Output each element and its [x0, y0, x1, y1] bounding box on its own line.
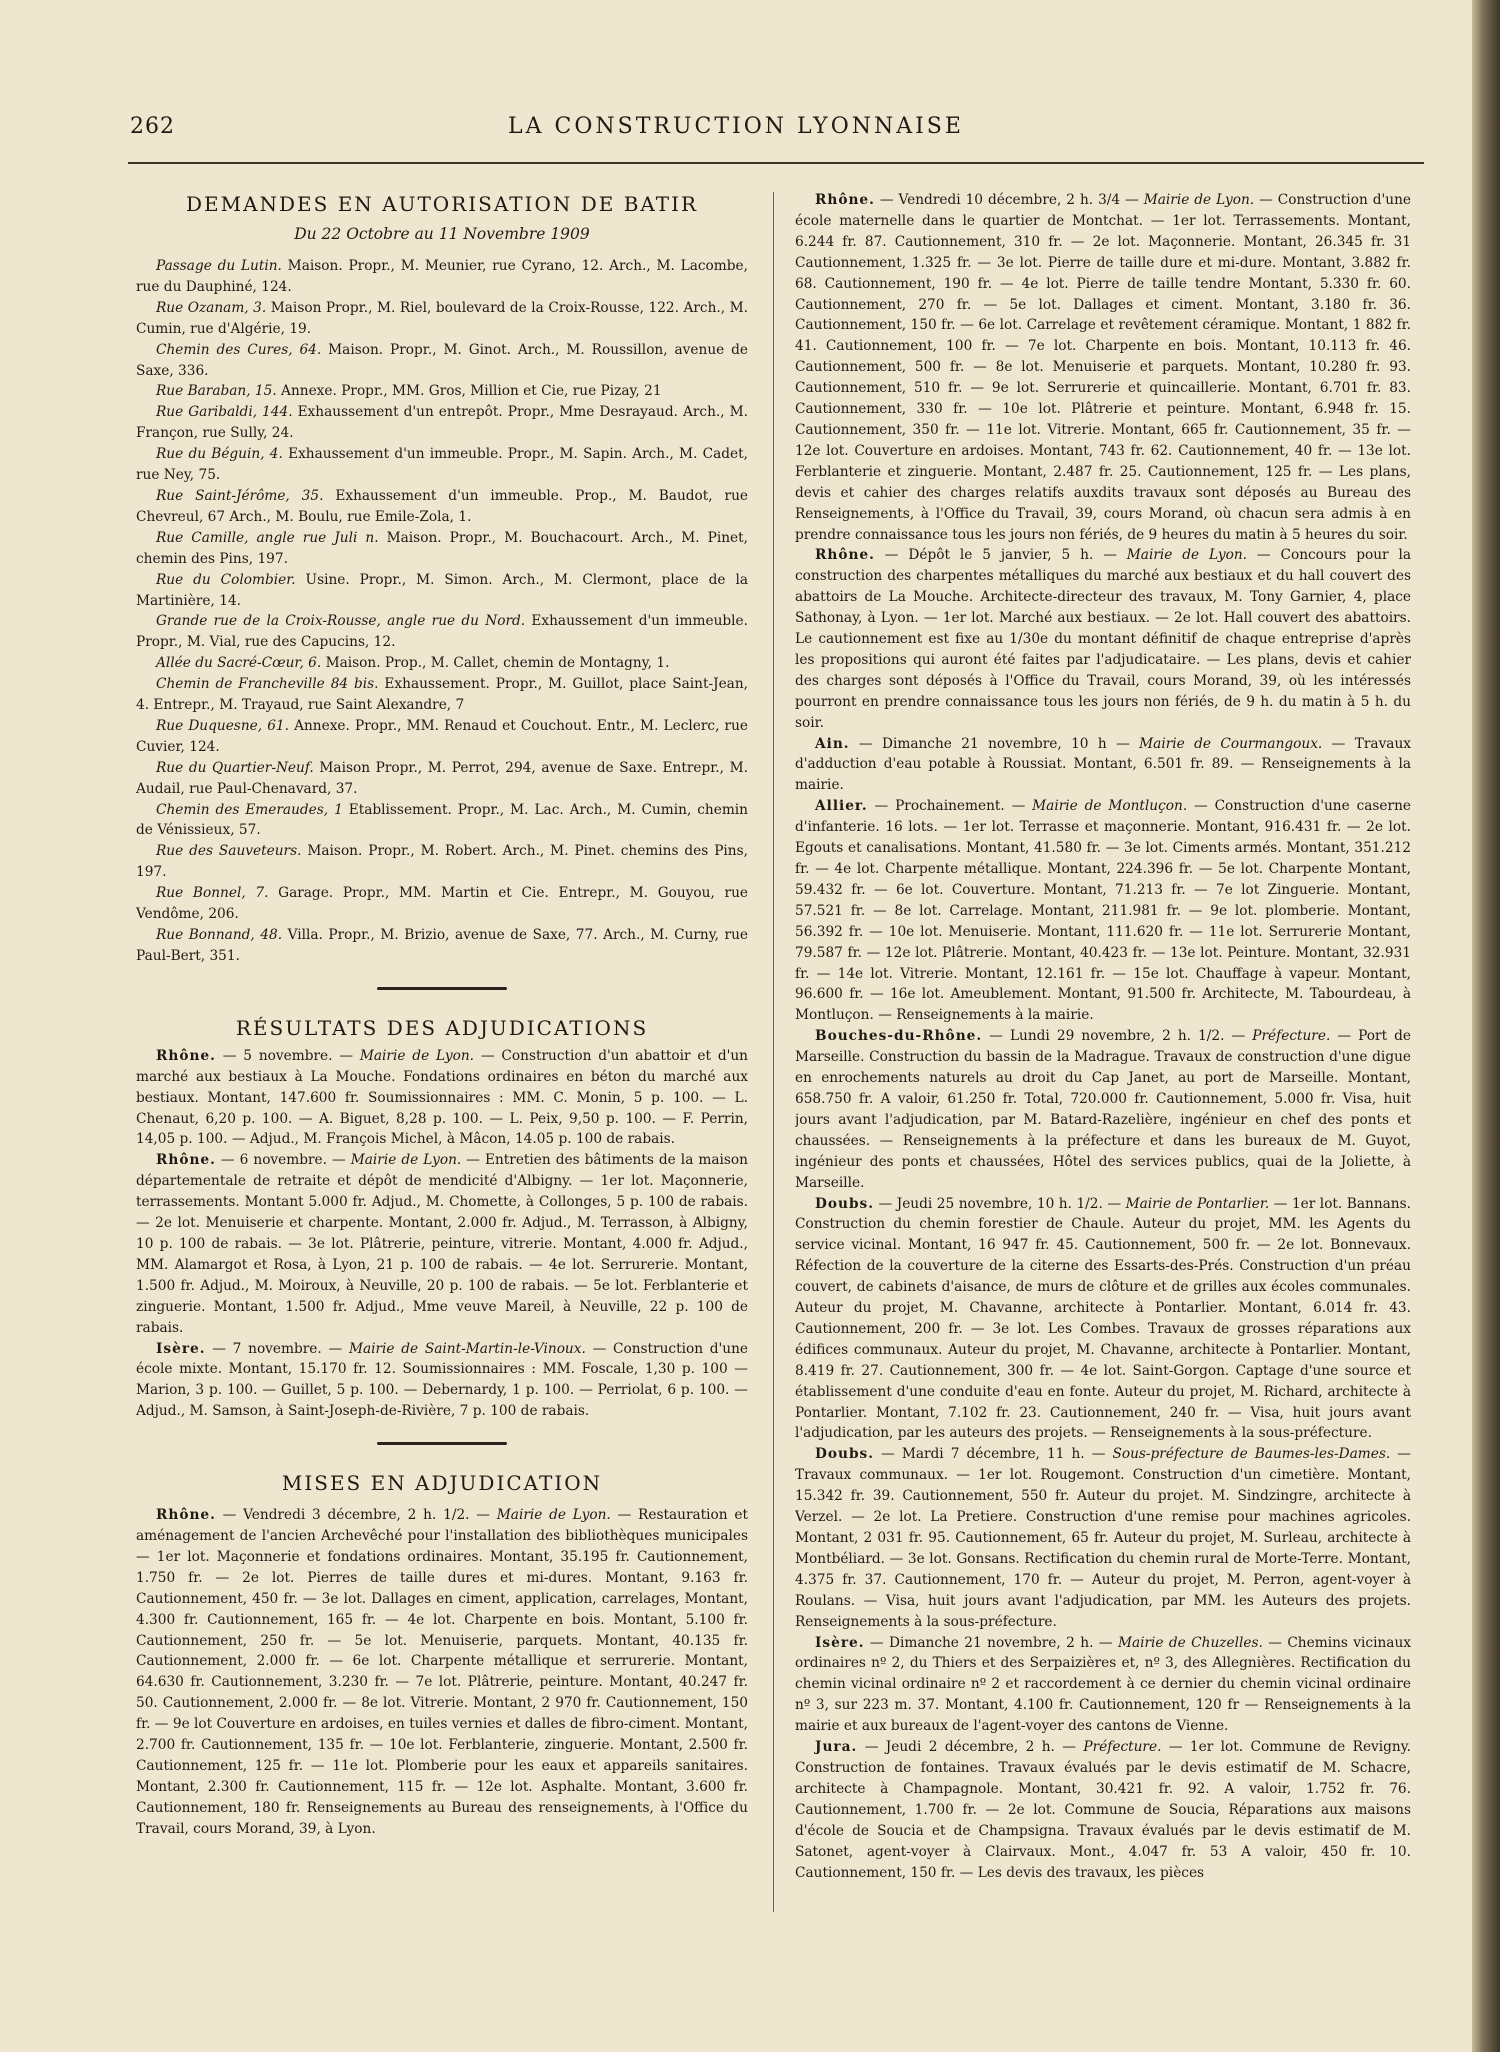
permit-details: Maison. Propr., M. Meunier, rue Cyrano, 12. Arch., M. Lacombe, rue du Dauphiné, 124.: [136, 258, 748, 295]
result-entry: [136, 1339, 748, 1423]
department-name: Bouches-du-Rhône.: [815, 1028, 983, 1045]
entry-details: — Concours pour la construction des charpentes métalliques du marché aux bestiaux et du hall couvert des abattoirs de La Mouche. Architecte-directeur des travaux, M. Tony Garnier, 4, place Sathonay, à Lyon. — 1er lot. Marché aux bestiaux. — 2e lot. Hall couvert des abattoirs. Le cautionnement est fixe au 1/30e du montant définitif de chaque entreprise d'après les propositions qui auront été faites par l'adjudicataire. — Les plans, devis et cahier des charges sont déposés à l'Office du Travail, cours Morand, 39, où les intéressés pourront en prendre connaissance tous les jours non fériés, de 9 h. du matin à 5 h. du soir.: [795, 547, 1411, 731]
department-name: Rhône.: [815, 192, 875, 208]
entry-place: Mairie de Chuzelles.: [1117, 1634, 1263, 1651]
department-name: Rhône.: [156, 1507, 216, 1524]
street-name: Rue Garibaldi, 144.: [156, 404, 293, 421]
demandes-list: [136, 256, 748, 967]
right-column: [795, 190, 1411, 1905]
tender-entry: [795, 545, 1411, 733]
department-name: Ain.: [815, 735, 850, 752]
entry-details: — Construction d'une école mixte. Montant, 15.170 fr. 12. Soumissionnaires : MM. Foscale, 1,30 p. 100 — Marion, 3 p. 100. — Guillet, 5 p. 100. — Debernardy, 1 p. 100. — Perriolat, 6 p. 100. — Adjud., M. Samson, à Saint-Joseph-de-Rivière, 7 p. 100 de rabais.: [136, 1340, 748, 1420]
entry-date: — 7 novembre. —: [205, 1340, 349, 1357]
entry-date: — Jeudi 2 décembre, 2 h. —: [857, 1739, 1084, 1756]
demandes-title: DEMANDES EN AUTORISATION DE BATIR: [185, 192, 699, 216]
permit-details: Usine. Propr., M. Simon. Arch., M. Clermont, place de la Martinière, 14.: [136, 571, 748, 609]
page-edge: [1472, 0, 1500, 2052]
street-name: Rue Bonnand, 48.: [156, 927, 283, 943]
demandes-subtitle: Du 22 Octobre au 11 Novembre 1909: [294, 225, 590, 243]
street-name: Rue du Béguin, 4.: [156, 446, 283, 463]
entry-details: — Construction d'un abattoir et d'un marché aux bestiaux à La Mouche. Fondations ordinaires en béton du marché aux bestiaux. Montant, 147.600 fr. Soumissionnaires : MM. C. Monin, 5 p. 100. — L. Chenaut, 6,20 p. 100. — A. Biguet, 8,28 p. 100. — L. Peix, 9,50 p. 100. — F. Perrin, 14,05 p. 100. — Adjud., M. François Michel, à Mâcon, 14.05 p. 100 de rabais.: [136, 1047, 748, 1148]
entry-date: — Mardi 7 décembre, 11 h. —: [874, 1446, 1113, 1463]
street-name: Rue Ozanam, 3.: [156, 299, 267, 316]
permit-details: Villa. Propr., M. Brizio, avenue de Saxe, 77. Arch., M. Curny, rue Paul-Bert, 351.: [136, 927, 748, 964]
entry-place: Mairie de Lyon.: [1143, 192, 1255, 208]
left-column: [136, 190, 748, 1915]
entry-date: — 5 novembre. —: [215, 1047, 360, 1064]
resultats-title: RÉSULTATS DES ADJUDICATIONS: [235, 1015, 649, 1040]
permit-entry: [136, 841, 748, 883]
entry-place: Sous-préfecture de Baumes-les-Dames.: [1112, 1446, 1391, 1463]
entry-date: — Prochainement. —: [867, 798, 1033, 815]
permit-details: Exhaussement. Propr., M. Guillot, place Saint-Jean, 4. Entrepr., M. Trayaud, rue Saint Alexandre, 7: [136, 676, 748, 714]
section-separator: [377, 987, 507, 990]
permit-details: Maison. Prop., M. Callet, chemin de Montagny, 1.: [321, 655, 670, 672]
mises-list-left: [136, 1505, 748, 1840]
permit-entry: [136, 883, 748, 925]
street-name: Rue Duquesne, 61.: [156, 717, 289, 734]
entry-place: Mairie de Lyon.: [350, 1152, 462, 1169]
department-name: Allier.: [815, 798, 868, 815]
department-name: Rhône.: [815, 547, 875, 564]
street-name: Rue Baraban, 15.: [156, 383, 277, 400]
mises-list-right: [795, 190, 1411, 1883]
department-name: Doubs.: [815, 1195, 874, 1212]
entry-place: Mairie de Saint-Martin-le-Vinoux.: [348, 1340, 586, 1357]
tender-entry: [136, 1505, 748, 1840]
entry-details: — 1er lot. Commune de Revigny. Construction de fontaines. Travaux évalués par le devis estimatif de M. Schacre, architecte à Champagnole. Montant, 30.421 fr. 92. A valoir, 1.752 fr. 76. Cautionnement, 1.700 fr. — 2e lot. Commune de Soucia, Réparations aux maisons d'école de Soucia et de Champsigna. Travaux évalués par le devis estimatif de M. Satonet, agent-voyer à Clairvaux. Mont., 4.047 fr. 53 A valoir, 450 fr. 10. Cautionnement, 150 fr. — Les devis des travaux, les pièces: [795, 1739, 1411, 1881]
entry-details: — Construction d'une école maternelle dans le quartier de Montchat. — 1er lot. Terrassements. Montant, 6.244 fr. 87. Cautionnement, 310 fr. — 2e lot. Maçonnerie. Montant, 26.345 fr. 31 Cautionnement, 1.325 fr. — 3e lot. Pierre de taille dure et mi-dure. Montant, 3.882 fr. 68. Cautionnement, 190 fr. — 4e lot. Pierre de taille tendre Montant, 5.330 fr. 60. Cautionnement, 270 fr. — 5e lot. Dallages et ciment. Montant, 3.180 fr. 36. Cautionnement, 150 fr. — 6e lot. Carrelage et revêtement céramique. Montant, 1 882 fr. 41. Cautionnement, 100 fr. — 7e lot. Charpente en bois. Montant, 10.113 fr. 46. Cautionnement, 500 fr. — 8e lot. Menuiserie et parquets. Montant, 10.280 fr. 93. Cautionnement, 510 fr. — 9e lot. Serrurerie et quincaillerie. Montant, 6.701 fr. 83. Cautionnement, 330 fr. — 10e lot. Plâtrerie et peinture. Montant, 6.948 fr. 15. Cautionnement, 350 fr. — 11e lot. Vitrerie. Montant, 665 fr. Cautionnement, 35 fr. — 12e lot. Couverture en ardoises. Montant, 743 fr. 62. Cautionnement, 40 fr. — 13e lot. Ferblanterie et zinguerie. Montant, 2.487 fr. 25. Cautionnement, 125 fr. — Les plans, devis et cahier des charges relatifs auxdits travaux sont déposés au Bureau des Renseignements, à l'Office du Travail, 39, cours Morand, où chacun sera admis à en prendre connaissance tous les jours non fériés, de 9 heures du matin à 5 heures du soir.: [795, 192, 1411, 543]
entry-date: — Jeudi 25 novembre, 10 h. 1/2. —: [874, 1195, 1126, 1212]
permit-entry: [136, 800, 748, 842]
entry-place: Mairie de Montluçon.: [1032, 798, 1188, 815]
result-entry: [136, 1046, 748, 1151]
permit-entry: [136, 444, 748, 486]
street-name: Allée du Sacré-Cœur, 6.: [156, 655, 322, 672]
section-separator: [377, 1442, 507, 1445]
entry-details: — Chemins vicinaux ordinaires nº 2, du Thiers et des Serpaizières et, nº 3, des Allegnières. Rectification du chemin vicinal ordinaire nº 2 et raccordement à ce dernier du chemin vicinal ordinaire nº 3, sur 223 m. 37. Montant, 4.100 fr. Cautionnement, 120 fr — Renseignements à la mairie et aux bureaux de l'agent-voyer des cantons de Vienne.: [795, 1634, 1411, 1735]
permit-entry: [136, 758, 748, 800]
permit-entry: [136, 925, 748, 967]
entry-date: — Dépôt le 5 janvier, 5 h. —: [874, 547, 1127, 564]
permit-details: Maison Propr., M. Perrot, 294, avenue de Saxe. Entrepr., M. Audail, rue Paul-Chenavard, 37.: [136, 759, 748, 797]
permit-details: Exhaussement d'un entrepôt. Propr., Mme Desrayaud. Arch., M. Françon, rue Sully, 24.: [136, 404, 748, 442]
street-name: Passage du Lutin.: [156, 258, 282, 274]
result-entry: [136, 1150, 748, 1338]
tender-entry: [795, 1444, 1411, 1632]
department-name: Isère.: [156, 1340, 206, 1357]
page-number: 262: [130, 114, 175, 139]
entry-details: — Construction d'une caserne d'infanterie. 16 lots. — 1er lot. Terrasse et maçonnerie. Montant, 916.431 fr. — 2e lot. Egouts et canalisations. Montant, 41.580 fr. — 3e lot. Ciments armés. Montant, 351.212 fr. — 4e lot. Charpente métallique. Montant, 224.396 fr. — 5e lot. Charpente Montant, 59.432 fr. — 6e lot. Couverture. Montant, 71.213 fr. — 7e lot Zinguerie. Montant, 57.521 fr. — 8e lot. Carrelage. Montant, 211.981 fr. — 9e lot. plomberie. Montant, 56.392 fr. — 10e lot. Menuiserie. Montant, 111.620 fr. — 11e lot. Serrurerie Montant, 79.587 fr. — 12e lot. Plâtrerie. Montant, 40.423 fr. — 13e lot. Peinture. Montant, 32.931 fr. — 14e lot. Vitrerie. Montant, 12.161 fr. — 15e lot. Chauffage à vapeur. Montant, 96.600 fr. — 16e lot. Ameublement. Montant, 91.500 fr. Architecte, M. Tabourdeau, à Montluçon. — Renseignements à la mairie.: [795, 798, 1411, 1024]
department-name: Rhône.: [156, 1152, 216, 1169]
permit-details: Annexe. Propr., MM. Renaud et Couchout. Entr., M. Leclerc, rue Cuvier, 124.: [136, 717, 748, 755]
entry-date: — 6 novembre. —: [215, 1152, 351, 1169]
permit-entry: [136, 716, 748, 758]
entry-details: — Travaux communaux. — 1er lot. Rougemont. Construction d'un cimetière. Montant, 15.342 fr. 39. Cautionnement, 550 fr. Auteur du projet. M. Sindzingre, architecte à Verzel. — 2e lot. La Pretiere. Construction d'une remise pour machines agricoles. Montant, 2 031 fr. 95. Cautionnement, 65 fr. Auteur du projet, M. Surleau, architecte à Montbéliard. — 3e lot. Gonsans. Rectification du chemin rural de Morte-Terre. Montant, 4.375 fr. 37. Cautionnement, 170 fr. — Auteur du projet, M. Perron, agent-voyer à Roulans. — Visa, huit jours avant l'adjudication, par MM. les Auteurs des projets. Renseignements à la sous-préfecture.: [795, 1446, 1411, 1630]
street-name: Rue du Colombier.: [156, 571, 296, 588]
permit-details: Maison Propr., M. Riel, boulevard de la Croix-Rousse, 122. Arch., M. Cumin, rue d'Algérie, 19.: [136, 299, 748, 337]
street-name: Rue Camille, angle rue Juli n.: [156, 529, 379, 546]
entry-date: — Dimanche 21 novembre, 2 h. —: [864, 1634, 1118, 1651]
resultats-list: [136, 1046, 748, 1422]
street-name: Rue du Quartier-Neuf.: [156, 759, 314, 776]
tender-entry: [795, 190, 1411, 545]
entry-place: Préfecture.: [1083, 1739, 1162, 1756]
department-name: Jura.: [815, 1739, 858, 1756]
permit-entry: [136, 486, 748, 528]
permit-entry: [136, 256, 748, 298]
column-divider: [773, 192, 774, 1912]
entry-place: Mairie de Lyon.: [359, 1047, 475, 1064]
entry-date: — Vendredi 10 décembre, 2 h. 3/4 —: [874, 192, 1144, 208]
tender-entry: [795, 1737, 1411, 1883]
permit-details: Annexe. Propr., MM. Gros, Million et Cie, rue Pizay, 21: [276, 383, 662, 400]
tender-entry: [795, 1026, 1411, 1193]
entry-date: — Lundi 29 novembre, 2 h. 1/2. —: [982, 1028, 1253, 1045]
entry-details: — 1er lot. Bannans. Construction du chemin forestier de Chaule. Auteur du projet, MM. les Agents du service vicinal. Montant, 16 947 fr. 45. Cautionnement, 500 fr. — 2e lot. Bonnevaux. Réfection de la couverture de la citerne des Essarts-des-Prés. Construction d'un préau couvert, de cabinets d'aisance, de murs de clôture et de grilles aux écoles communales. Auteur du projet, M. Chavanne, architecte à Pontarlier. Montant, 6.014 fr. 43. Cautionnement, 200 fr. — 3e lot. Les Combes. Travaux de grosses réparations aux édifices communaux. Auteur du projet, M. Chavanne, architecte à Pontarlier. Montant, 8.419 fr. 27. Cautionnement, 300 fr. — 4e lot. Saint-Gorgon. Captage d'une source et établissement d'une conduite d'eau en fonte. Auteur du projet, M. Richard, architecte à Pontarlier. Montant, 7.102 fr. 23. Cautionnement, 240 fr. — Visa, huit jours avant l'adjudication, par les auteurs des projets. — Renseignements à la sous-préfecture.: [795, 1195, 1411, 1442]
entry-date: — Vendredi 3 décembre, 2 h. 1/2. —: [215, 1507, 497, 1524]
entry-details: — Entretien des bâtiments de la maison départementale de retraite et dépôt de mendicité d'Albigny. — 1er lot. Maçonnerie, terrassements. Montant 5.000 fr. Adjud., M. Chomette, à Collonges, 5 p. 100 de rabais. — 2e lot. Menuiserie et charpente. Montant, 2.000 fr. Adjud., M. Terrasson, à Albigny, 10 p. 100 de rabais. — 3e lot. Plâtrerie, peinture, vitrerie. Montant, 4.000 fr. Adjud., MM. Alamargot et Rosa, à Lyon, 21 p. 100 de rabais. — 4e lot. Serrurerie. Montant, 1.500 fr. Adjud., M. Moiroux, à Neuville, 20 p. 100 de rabais. — 5e lot. Ferblanterie et zinguerie. Montant, 1.500 fr. Adjud., Mme veuve Mareil, à Neuville, 22 p. 100 de rabais.: [136, 1152, 748, 1336]
entry-place: Mairie de Courmangoux.: [1139, 735, 1323, 752]
street-name: Rue Bonnel, 7.: [156, 885, 269, 902]
department-name: Doubs.: [815, 1446, 874, 1463]
permit-entry: [136, 674, 748, 716]
entry-place: Mairie de Lyon.: [1126, 547, 1247, 564]
street-name: Grande rue de la Croix-Rousse, angle rue du Nord.: [156, 613, 526, 630]
permit-entry: [136, 298, 748, 340]
tender-entry: [795, 796, 1411, 1026]
permit-details: Garage. Propr., MM. Martin et Cie. Entrepr., M. Gouyou, rue Vendôme, 206.: [136, 885, 748, 923]
permit-entry: [136, 381, 748, 402]
street-name: Chemin des Cures, 64.: [156, 341, 322, 358]
tender-entry: [795, 734, 1411, 797]
street-name: Rue des Sauveteurs.: [156, 843, 302, 860]
street-name: Chemin des Emeraudes, 1: [156, 801, 343, 818]
permit-details: Maison. Propr., M. Bouchacourt. Arch., M. Pinet, chemin des Pins, 197.: [136, 529, 748, 567]
entry-details: — Restauration et aménagement de l'ancien Archevêché pour l'installation des bibliothèques municipales — 1er lot. Maçonnerie et fondations ordinaires. Montant, 35.195 fr. Cautionnement, 1.750 fr. — 2e lot. Pierres de taille dures et mi-dures. Montant, 9.163 fr. Cautionnement, 450 fr. — 3e lot. Dallages en ciment, application, carrelages, Montant, 4.300 fr. Cautionnement, 165 fr. — 4e lot. Charpente en bois. Montant, 5.100 fr. Cautionnement, 250 fr. — 5e lot. Menuiserie, parquets. Montant, 40.135 fr. Cautionnement, 2.000 fr. — 6e lot. Charpente métallique et serrurerie. Montant, 64.630 fr. Cautionnement, 3.230 fr. — 7e lot. Plâtrerie, peinture. Montant, 40.247 fr. 50. Cautionnement, 2.000 fr. — 8e lot. Vitrerie. Montant, 2 970 fr. Cautionnement, 150 fr. — 9e lot Couverture en ardoises, en tuiles vernies et dalles de fibro-ciment. Montant, 2.700 fr. Cautionnement, 135 fr. — 10e lot. Ferblanterie, zinguerie. Montant, 2.500 fr. Cautionnement, 125 fr. — 11e lot. Plomberie pour les eaux et appareils sanitaires. Montant, 2.300 fr. Cautionnement, 115 fr. — 12e lot. Asphalte. Montant, 3.600 fr. Cautionnement, 180 fr. Renseignements au Bureau des renseignements, à l'Office du Travail, cours Morand, 39, à Lyon.: [136, 1507, 748, 1837]
permit-details: Maison. Propr., M. Robert. Arch., M. Pinet. chemins des Pins, 197.: [136, 843, 748, 881]
permit-entry: [136, 570, 748, 612]
entry-date: — Dimanche 21 novembre, 10 h —: [849, 735, 1140, 752]
street-name: Chemin de Francheville 84 bis.: [156, 676, 379, 693]
tender-entry: [795, 1633, 1411, 1738]
entry-details: — Travaux d'adduction d'eau potable à Roussiat. Montant, 6.501 fr. 89. — Renseignements à la mairie.: [795, 735, 1411, 794]
permit-details: Etablissement. Propr., M. Lac. Arch., M. Cumin, chemin de Vénissieux, 57.: [136, 801, 748, 839]
permit-details: Exhaussement d'un immeuble. Prop., M. Baudot, rue Chevreul, 67 Arch., M. Boulu, rue Emile-Zola, 1.: [136, 487, 748, 525]
permit-details: Exhaussement d'un immeuble. Propr., M. Vial, rue des Capucins, 12.: [136, 613, 748, 651]
street-name: Rue Saint-Jérôme, 35.: [156, 487, 324, 504]
permit-entry: [136, 340, 748, 382]
mises-title: MISES EN ADJUDICATION: [281, 1471, 603, 1496]
department-name: Isère.: [815, 1634, 865, 1651]
permit-entry: [136, 611, 748, 653]
entry-details: — Port de Marseille. Construction du bassin de la Madrague. Travaux de construction d'une digue en enrochements naturels au droit du Cap Janet, au port de Marseille. Montant, 658.750 fr. A valoir, 61.250 fr. Total, 720.000 fr. Cautionnement, 5.000 fr. Visa, huit jours avant l'adjudication, par M. Batard-Razelière, ingénieur en chef des ponts et chaussées. — Renseignements à la préfecture et dans les bureaux de M. Guyot, ingénieur des ponts et chaussées, Hôtel des services publics, quai de la Joliette, à Marseille.: [795, 1028, 1411, 1191]
permit-details: Exhaussement d'un immeuble. Propr., M. Sapin. Arch., M. Cadet, rue Ney, 75.: [136, 446, 748, 484]
permit-entry: [136, 402, 748, 444]
entry-place: Mairie de Pontarlier.: [1125, 1195, 1270, 1212]
permit-entry: [136, 653, 748, 674]
entry-place: Mairie de Lyon.: [496, 1507, 611, 1524]
permit-details: Maison. Propr., M. Ginot. Arch., M. Roussillon, avenue de Saxe, 336.: [136, 341, 748, 379]
permit-entry: [136, 528, 748, 570]
entry-place: Préfecture.: [1252, 1028, 1331, 1045]
header-rule: [128, 162, 1424, 164]
tender-entry: [795, 1194, 1411, 1445]
department-name: Rhône.: [156, 1047, 216, 1064]
journal-title: LA CONSTRUCTION LYONNAISE: [508, 114, 964, 139]
